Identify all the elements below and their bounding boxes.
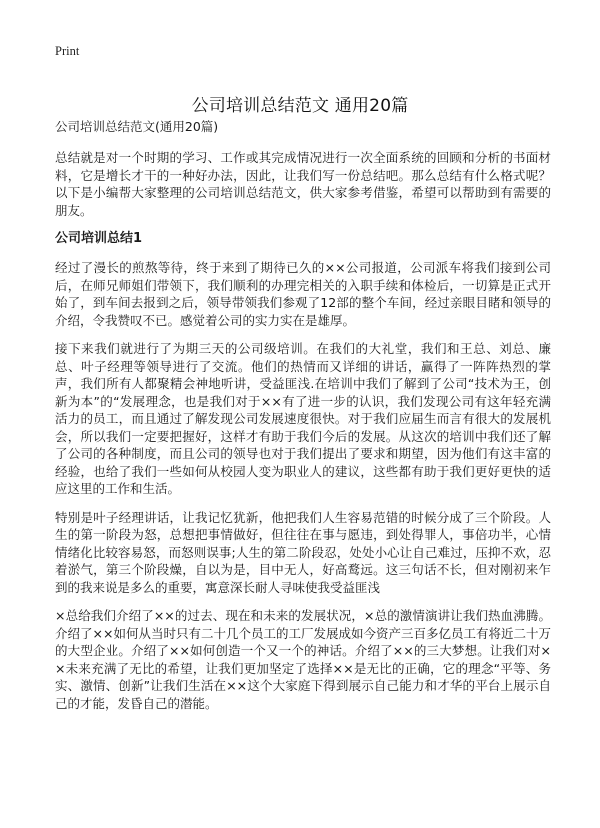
body-paragraph: 接下来我们就进行了为期三天的公司级培训。在我们的大礼堂，我们和王总、刘总、廉总、叶子经理等领导进行了交流。他们的热情而又详细的讲话，赢得了一阵阵热烈的掌声，我们所有人都聚精会神地听讲，受益匪浅.在培训中我们了解到了公司“技术为王，创新为本”的“发展理念，也是我们对于××有了进一步的认识，我们发现公司有这年轻充满活力的员工，而且通过了解发现公司发展速度很快。对于我们应届生而言有很大的发展机会，所以我们一定要把握好，这样才有助于我们今后的发展。从这次的培训中我们还了解了公司的各种制度，而且公司的领导也对于我们提出了要求和期望，因为他们有这丰富的经验，也给了我们一些如何从校园人变为职业人的建议，这些都有助于我们更好更快的适应这里的工作和生活。	[55, 341, 551, 496]
intro-paragraph: 总结就是对一个时期的学习、工作或其完成情况进行一次全面系统的回顾和分析的书面材料，它是增长才干的一种好办法，因此，让我们写一份总结吧。那么总结有什么格式呢？以下是小编帮大家整理的公司培训总结范文，供大家参考借鉴，希望可以帮助到有需要的朋友。	[55, 150, 551, 218]
document-subtitle: 公司培训总结范文(通用20篇)	[55, 119, 219, 134]
body-paragraph: ×总给我们介绍了××的过去、现在和未来的发展状况，×总的激情演讲让我们热血沸腾。介绍了××如何从当时只有二十几个员工的工厂发展成如今资产三百多亿员工有将近二十万的大型企业。介绍了××如何创造一个又一个的神话。介绍了××的三大梦想。让我们对××未来充满了无比的希望，让我们更加坚定了选择××是无比的正确，它的理念“平等、务实、激情、创新”让我们生活在××这个大家庭下得到展示自己能力和才华的平台上展示自己的才能，发昏自己的潜能。	[55, 608, 551, 711]
body-paragraph: 经过了漫长的煎熬等待，终于来到了期待已久的××公司报道，公司派车将我们接到公司后，在师兄师姐们带领下，我们顺利的办理完相关的入职手续和体检后，一切算是正式开始了，到车间去报到之后，领导带领我们参观了12部的整个车间，经过亲眼目睹和领导的介绍，令我赞叹不已。感觉着公司的实力实在是雄厚。	[55, 260, 551, 328]
document-body	[55, 118, 551, 723]
section-heading: 公司培训总结1	[55, 231, 143, 246]
page-title: 公司培训总结范文 通用20篇	[191, 96, 409, 117]
body-paragraph: 特别是叶子经理讲话，让我记忆犹新，他把我们人生容易范错的时候分成了三个阶段。人生的第一阶段为怒，总想把事情做好，但往往在事与愿违，到处得罪人，事倍功半，心情情绪化比较容易怒，而怒则误事;人生的第二阶段忍，处处小心让自己难过，压抑不欢，忍着淤气，第三个阶段燥，自以为是，目中无人，好高鹜远。这三句话不长，但对刚初来乍到的我来说是多么的重要，寓意深长耐人寻味使我受益匪浅	[55, 509, 551, 595]
print-link[interactable]: Print	[55, 44, 80, 58]
